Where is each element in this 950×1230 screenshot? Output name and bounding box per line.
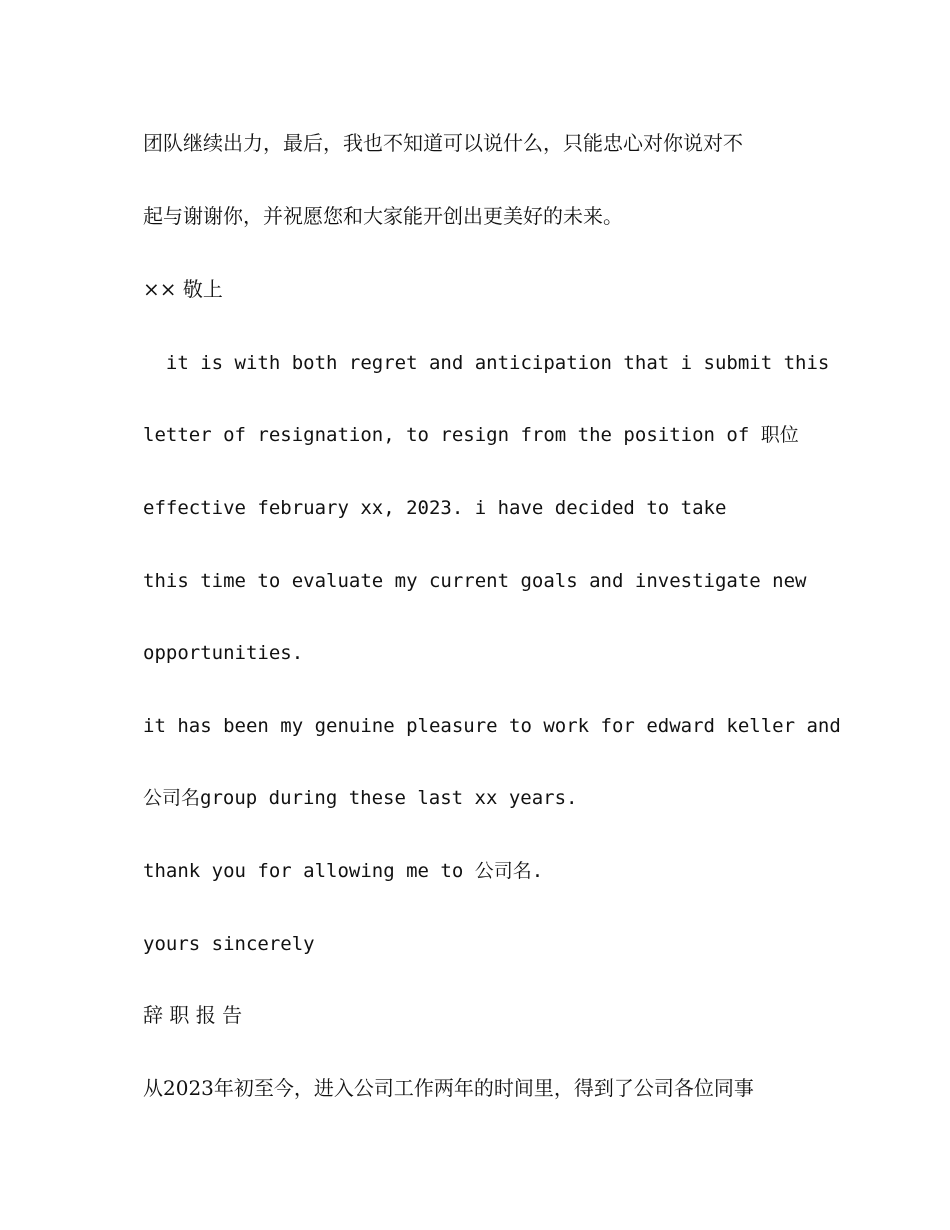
paragraph-line: 起与谢谢你，并祝愿您和大家能开创出更美好的未来。: [143, 204, 623, 228]
paragraph-line: it is with both regret and anticipation that i submit this: [143, 352, 830, 374]
paragraph-line: 公司名group during these last xx years.: [143, 787, 578, 809]
paragraph-line: it has been my genuine pleasure to work for edward keller and: [143, 715, 841, 737]
signature-line: ×× 敬上: [143, 277, 223, 301]
paragraph-line: 团队继续出力，最后，我也不知道可以说什么，只能忠心对你说对不: [143, 131, 743, 155]
paragraph-line: thank you for allowing me to 公司名.: [143, 860, 544, 882]
paragraph-line: this time to evaluate my current goals and investigate new: [143, 570, 807, 592]
closing-line: yours sincerely: [143, 933, 315, 955]
paragraph-line: opportunities.: [143, 642, 304, 664]
paragraph-line: effective february xx, 2023. i have decided to take: [143, 497, 727, 519]
paragraph-line: letter of resignation, to resign from the position of 职位: [143, 424, 799, 446]
section-heading: 辞 职 报 告: [143, 1003, 243, 1027]
paragraph-line: 从2023年初至今，进入公司工作两年的时间里，得到了公司各位同事: [143, 1076, 754, 1100]
